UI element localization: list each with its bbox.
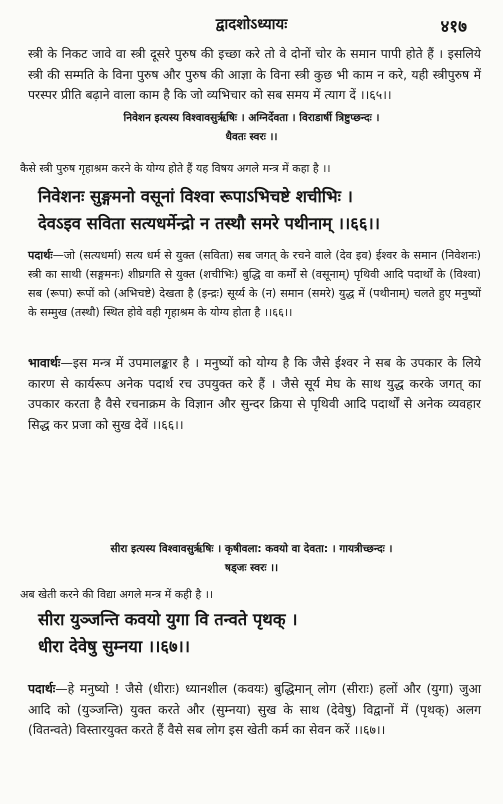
padartha-label: पदार्थः xyxy=(28,681,56,696)
verse-67-padartha xyxy=(28,679,481,741)
verse-66-mantra xyxy=(38,183,483,237)
verse-67-rishi-devata: सीरा इत्यस्य विश्वावसुर्ऋषिः । कृषीवला: कवयो वा देवता: । गायत्रीच्छन्दः । xyxy=(110,543,393,555)
verse-67-svara: षड्जः स्वरः ।। xyxy=(224,562,279,574)
verse-66-padartha xyxy=(28,246,481,322)
page-header xyxy=(0,14,503,38)
verse-66-padartha-text: —जो (सत्यधर्मा) सत्य धर्म से युक्त (सविता) सब जगत् के रचने वाले (देव इव) ईश्वर के समान (निवेशनः) स्त्री का साथी (सङ्गमनः) शीघ्रगति से युक्त (शचीभिः) बुद्धि वा कर्मों से (वसूनाम्) पृथिवी आदि पदार्थों के (विश्वा) सब (रूपा) रूपों को (अभिचष्टे) देखता है (इन्द्रः) सूर्य्य के (न) समान (समरे) युद्ध में (पथीनाम्) चलते हुए मनुष्यों के सम्मुख (तस्थौ) स्थित होवे वही गृहाश्रम के योग्य होता है ।।६६।। xyxy=(28,249,481,319)
verse-66-mantra-line-1: निवेशनः सुङ्गमनो वसूनां विश्वा रूपाऽभिचष्टे शचीभिः । xyxy=(38,187,353,206)
page-number: ४१७ xyxy=(440,17,467,37)
verse-67-metadata xyxy=(20,540,483,578)
verse-66-bhavartha-text: —इस मन्त्र में उपमालङ्कार है । मनुष्यों को योग्य है कि जैसे ईश्वर ने सब के उपकार के लिये कारण से कार्यरूप अनेक पदार्थ रच उपयुक्त करे हैं । जैसे सूर्य मेघ के साथ युद्ध करके जगत् का उपकार करता है वैसे रचनाक्रम के विज्ञान और सुन्दर क्रिया से पृथिवी आदि पदार्थों से अनेक व्यवहार सिद्ध कर प्रजा को सुख देवें ।।६६।। xyxy=(28,355,481,432)
padartha-label: पदार्थः xyxy=(28,249,53,262)
bhavartha-label: भावार्थः xyxy=(28,355,61,370)
verse-66-bhavartha xyxy=(28,353,481,435)
verse-66-svara: धैवतः स्वरः ।। xyxy=(225,131,278,143)
verse-66-mantra-line-2: देवऽइव सविता सत्यधर्मेन्द्रो न तस्थौ समरे पथीनाम् ।।६६।। xyxy=(38,214,380,233)
verse-66-metadata xyxy=(20,109,483,147)
chapter-title: द्वादशोऽध्यायः xyxy=(215,15,288,33)
verse-67-padartha-text: —हे मनुष्यो ! जैसे (धीराः) ध्यानशील (कवयः) बुद्धिमान् लोग (सीराः) हलों और (युगा) जुआ आदि को (युञ्जन्ति) युक्त करते और (सुम्नया) सुख के साथ (देवेषु) विद्वानों में (पृथक्) अलग (वितन्वते) विस्तारयुक्त करते हैं वैसे सब लोग इस खेती कर्म का सेवन करें ।।६७।। xyxy=(28,681,481,737)
verse-67-intro: अब खेती करने की विद्या अगले मन्त्र में कही है ।। xyxy=(20,588,214,601)
verse-67-mantra xyxy=(38,606,483,660)
verse-67-mantra-line-1: सीरा युञ्जन्ति कवयो युगा वि तन्वते पृथक् । xyxy=(38,610,298,629)
verse-66-intro: कैसे स्त्री पुरुष गृहाश्रम करने के योग्य होते हैं यह विषय अगले मन्त्र में कहा है ।। xyxy=(20,162,331,175)
verse-66-rishi-devata: निवेशन इत्यस्य विश्वावसुर्ऋषिः । अग्निर्देवता । विराडार्षी त्रिष्टुप्छन्दः । xyxy=(123,112,380,124)
verse-65-continuation: स्त्री के निकट जावे वा स्त्री दूसरे पुरुष की इच्छा करे तो वे दोनों चोर के समान पापी होते हैं । इसलिये स्त्री की सम्मति के विना पुरुष और पुरुष की आज्ञा के विना स्त्री कुछ भी काम न करे, यही स्त्रीपुरुष में परस्पर प्रीति बढ़ाने वाला काम है कि जो व्यभिचार को सब समय में त्याग दें ।।६५।। xyxy=(28,46,481,102)
verse-67-mantra-line-2: धीरा देवेषु सुम्नया ।।६७।। xyxy=(38,637,191,656)
